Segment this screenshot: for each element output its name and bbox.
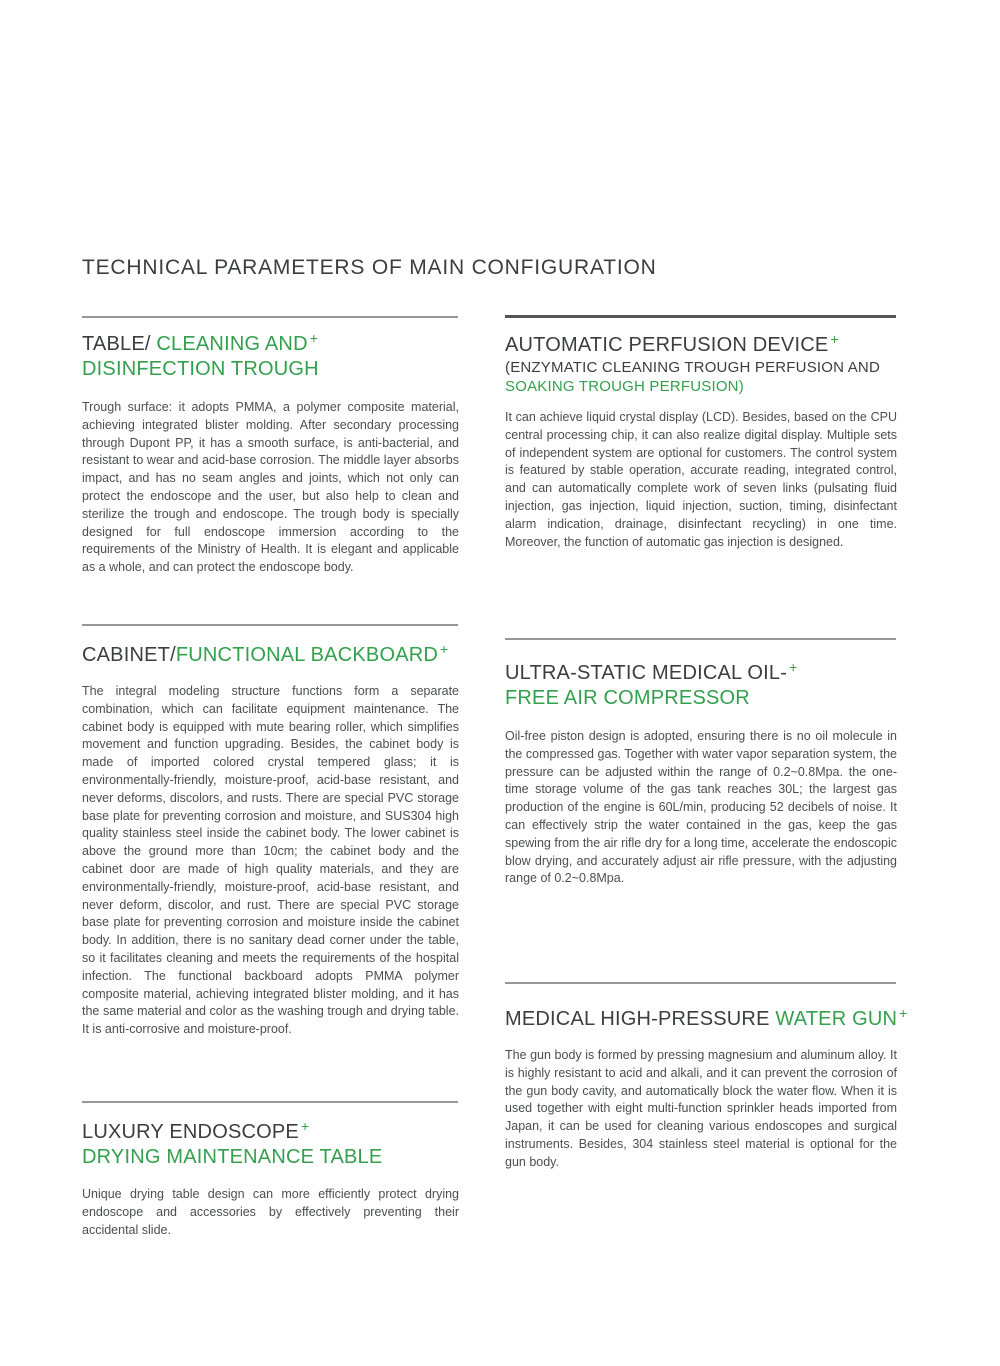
perfusion-heading-sub2: SOAKING TROUGH PERFUSION) [505,378,744,395]
watergun-heading-dark: MEDICAL HIGH-PRESSURE [505,1008,776,1030]
section-watergun-body: The gun body is formed by pressing magnesium and aluminum alloy. It is highly resistant to acid and alkali, and it can prevent the corrosion of the gun body cavity, and automatically block the water flow. When it is used together with eight multi-function sprinkler heads imported from Japan, it can be used for cleaning various endoscopes and surgical instruments. Besides, 304 stainless steel material is optional for the gun body. [505,1048,897,1169]
plus-superscript: + [309,330,319,346]
section-perfusion-heading [505,333,897,396]
perfusion-heading-dark: AUTOMATIC PERFUSION DEVICE [505,334,829,356]
section-watergun-heading [505,1005,908,1032]
cabinet-heading-dark: CABINET/ [82,644,176,666]
plus-superscript: + [440,641,449,657]
divider-right-2 [505,638,896,640]
divider-left-3 [82,1101,458,1103]
section-luxury-heading [82,1120,459,1169]
compressor-heading-line2: FREE AIR COMPRESSOR [505,687,750,709]
table-heading-line2: DISINFECTION TROUGH [82,358,319,380]
section-cabinet-heading [82,643,459,668]
luxury-heading-line2: DRYING MAINTENANCE TABLE [82,1146,383,1168]
section-cabinet-body: The integral modeling structure functions form a separate combination, which can facilitate equipment maintenance. The cabinet body is equipped with mute bearing roller, which simplifies movement and function upgrading. Besides, the cabinet body is made of imported colored crystal tempered glass; it is environmentally-friendly, moisture-proof, acid-base resistant, and never deforms, discolors, and rusts. There are special PVC storage base plate for preventing corrosion and moisture, and SUS304 high quality stainless steel inside the cabinet body. The lower cabinet is above the ground more than 10cm; the cabinet body and the cabinet door are made of high quality materials, and they are environmentally-friendly, moisture-proof, acid-base resistant, and never deform, discolor, and rust. There are special PVC storage base plate for preventing corrosion and moisture inside the cabinet body. In addition, there is no sanitary dead corner under the table, so it facilitates cleaning and meets the requirements of the hospital infection. The functional backboard adopts PMMA polymer composite material, achieving integrated blister molding, and it has the same material and color as the washing trough and drying table. It is anti-corrosive and moisture-proof. [82,684,459,1037]
divider-left-1 [82,316,458,318]
plus-superscript: + [830,331,839,347]
section-table-body: Trough surface: it adopts PMMA, a polymer composite material, achieving integrated blister molding. After secondary processing through Dupont PP, it has a smooth surface, is anti-bacterial, and resistant to wear and acid-base corrosion. The middle layer absorbs impact, and has no seam angles and joints, which not only can protect the endoscope and the user, but also help to clean and sterilize the trough and endoscope. The trough body is specially designed for full endoscope immersion according to the requirements of the Ministry of Health. It is elegant and applicable as a whole, and can protect the endoscope body. [82,400,459,575]
section-compressor-heading [505,661,897,710]
luxury-heading-dark: LUXURY ENDOSCOPE [82,1121,299,1143]
divider-left-2 [82,624,458,626]
section-perfusion-body: It can achieve liquid crystal display (LCD). Besides, based on the CPU central processing chip, it can also realize digital display. Multiple sets of independent system are optional for customers. The control system is featured by stable operation, accurate reading, integrated control, and can automatically complete work of seven links (pulsating fluid injection, gas injection, liquid injection, suction, timing, disinfectant alarm indication, drainage, disinfectant recycling) in one time. Moreover, the function of automatic gas injection is designed. [505,410,897,549]
section-luxury-body: Unique drying table design can more efficiently protect drying endoscope and accessories by effectively preventing their accidental slide. [82,1187,459,1237]
perfusion-heading-sub1: (ENZYMATIC CLEANING TROUGH PERFUSION AND [505,359,880,376]
plus-superscript: + [899,1005,908,1021]
watergun-heading-green: WATER GUN [775,1008,898,1030]
section-table-heading [82,332,459,381]
plus-superscript: + [300,1118,310,1134]
page-title: TECHNICAL PARAMETERS OF MAIN CONFIGURATION [82,256,657,279]
divider-right-1 [505,315,896,318]
divider-right-3 [505,982,896,984]
cabinet-heading-green: FUNCTIONAL BACKBOARD [175,644,439,666]
compressor-heading-dark: ULTRA-STATIC MEDICAL OIL- [505,662,788,684]
plus-superscript: + [789,659,798,675]
table-heading-green: CLEANING AND [156,333,308,355]
table-heading-dark: TABLE/ [82,333,157,355]
section-compressor-body: Oil-free piston design is adopted, ensuring there is no oil molecule in the compressed gas. Together with water vapor separation system, the pressure can be adjusted within the range of 0.2~0.8Mpa. the one-time storage volume of the gas tank reaches 30L; the largest gas production of the engine is 60L/min, producing 52 decibels of noise. It can effectively strip the water contained in the gas, keep the gas spewing from the air rifle dry for a long time, accelerate the endoscopic blow drying, and accurately adjust air rifle pressure, with the adjusting range of 0.2~0.8Mpa. [505,729,897,886]
